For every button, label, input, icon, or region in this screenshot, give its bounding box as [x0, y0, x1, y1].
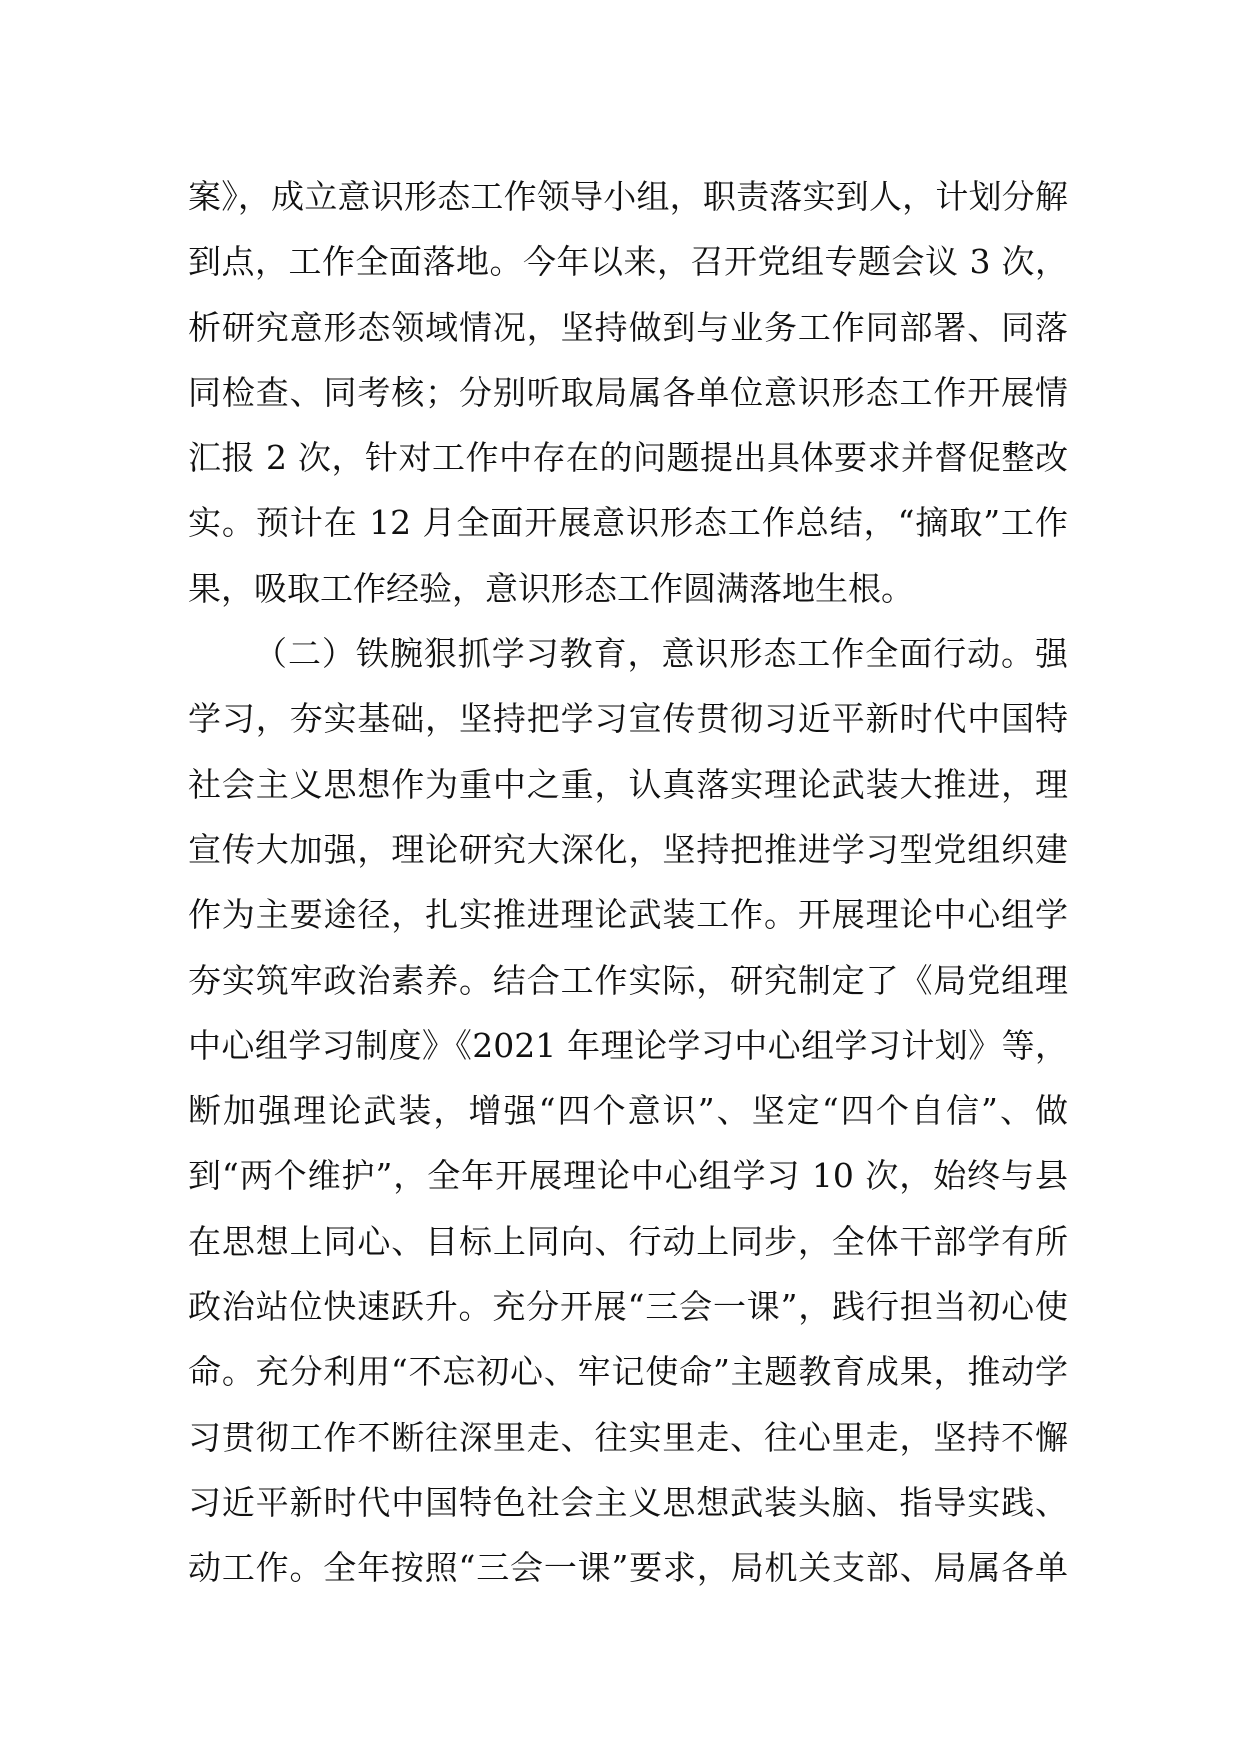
text-line: 学习，夯实基础，坚持把学习宣传贯彻习近平新时代中国特	[188, 699, 1068, 739]
body-text	[188, 164, 1068, 1601]
text-line: 宣传大加强，理论研究大深化，坚持把推进学习型党组织建	[188, 829, 1068, 869]
text-line: 社会主义思想作为重中之重，认真落实理论武装大推进，理	[188, 764, 1068, 804]
text-line: 动工作。全年按照“三会一课”要求，局机关支部、局属各单	[188, 1548, 1068, 1588]
paragraph-last-line: 果，吸取工作经验，意识形态工作圆满落地生根。	[188, 568, 914, 608]
text-line: 实。预计在 12 月全面开展意识形态工作总结，“摘取”工作	[188, 503, 1068, 543]
text-line: 到点，工作全面落地。今年以来，召开党组专题会议 3 次，	[188, 242, 1068, 282]
section-heading-line: （二）铁腕狠抓学习教育，意识形态工作全面行动。强	[254, 634, 1068, 674]
text-line: 案》，成立意识形态工作领导小组，职责落实到人，计划分解	[188, 177, 1068, 216]
text-line: 夯实筑牢政治素养。结合工作实际，研究制定了《局党组理	[188, 960, 1068, 1000]
text-line: 命。充分利用“不忘初心、牢记使命”主题教育成果，推动学	[188, 1352, 1068, 1392]
text-line: 习贯彻工作不断往深里走、往实里走、往心里走，坚持不懈	[188, 1417, 1068, 1457]
text-line: 中心组学习制度》《2021 年理论学习中心组学习计划》等，	[188, 1025, 1068, 1065]
text-line: 断加强理论武装，增强“四个意识”、坚定“四个自信”、做	[188, 1091, 1068, 1131]
text-line: 到“两个维护”，全年开展理论中心组学习 10 次，始终与县	[188, 1156, 1068, 1196]
text-line: 在思想上同心、目标上同向、行动上同步，全体干部学有所	[188, 1221, 1068, 1261]
text-line: 同检查、同考核；分别听取局属各单位意识形态工作开展情	[188, 372, 1068, 412]
text-line: 政治站位快速跃升。充分开展“三会一课”，践行担当初心使	[188, 1287, 1068, 1327]
text-line: 汇报 2 次，针对工作中存在的问题提出具体要求并督促整改	[188, 438, 1068, 478]
text-line: 习近平新时代中国特色社会主义思想武装头脑、指导实践、	[188, 1482, 1068, 1522]
text-line: 作为主要途径，扎实推进理论武装工作。开展理论中心组学	[188, 895, 1068, 935]
text-line: 析研究意形态领域情况，坚持做到与业务工作同部署、同落	[188, 307, 1068, 347]
